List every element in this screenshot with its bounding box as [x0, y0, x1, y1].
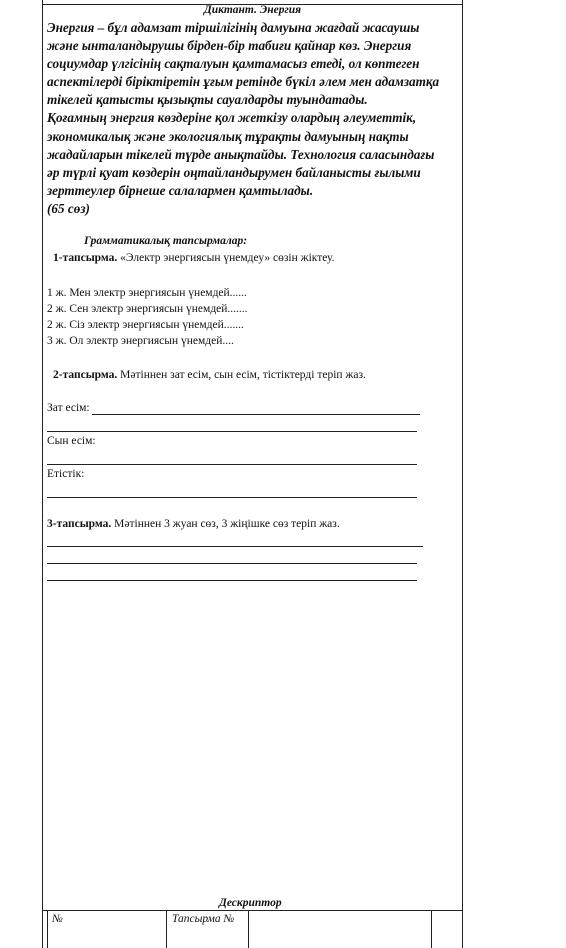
page-border-right	[462, 0, 463, 948]
dictation-line: әр түрлі қуат көздерін оңтайландырумен байланысты ғылыми	[47, 164, 421, 180]
conjugation-line: 3 ж. Ол электр энергиясын үнемдей....	[47, 335, 234, 347]
dictation-line: тікелей қатысты қызықты сауалдарды туындатады.	[47, 92, 368, 108]
dictation-text	[47, 19, 457, 218]
page-border-left	[42, 0, 43, 948]
table-header-number: №	[52, 913, 63, 925]
noun-field-label: Зат есім:	[47, 402, 90, 414]
verb-field-label: Етістік:	[47, 468, 85, 480]
task-3-answer-line[interactable]	[47, 563, 417, 564]
table-top-border	[42, 910, 463, 911]
dictation-line: зерттеулер бірнеше салалармен қамтылады.	[47, 182, 314, 198]
descriptor-heading: Дескриптор	[219, 897, 282, 909]
adjective-answer-line[interactable]	[47, 464, 417, 465]
conjugation-line: 2 ж. Сен электр энергиясын үнемдей.......	[47, 303, 248, 315]
noun-answer-line[interactable]	[92, 414, 420, 415]
adjective-field-label: Сын есім:	[47, 435, 96, 447]
grammar-tasks-heading: Грамматикалық тапсырмалар:	[84, 235, 248, 247]
word-count: (65 сөз)	[47, 200, 90, 216]
descriptor-table	[42, 910, 463, 948]
conjugation-line: 1 ж. Мен электр энергиясын үнемдей......	[47, 287, 247, 299]
dictation-line: аспектілерді біріктіретін ұғым ретінде бүкіл әлем мен адамзатқа	[47, 74, 440, 90]
task-1	[53, 252, 335, 264]
task-1-label: 1-тапсырма.	[53, 252, 118, 264]
task-3-label: 3-тапсырма.	[47, 518, 112, 530]
task-3-text: Мәтіннен 3 жуан сөз, 3 жіңішке сөз теріп жаз.	[111, 518, 340, 530]
task-3-answer-line[interactable]	[47, 580, 417, 581]
table-column-divider	[248, 910, 249, 948]
table-header-task-number: Тапсырма №	[172, 913, 235, 925]
task-1-text: «Электр энергиясын үнемдеу» сөзін жіктеу.	[117, 252, 335, 264]
document-title: Диктант. Энергия	[203, 4, 302, 16]
table-column-divider	[166, 910, 167, 948]
table-column-divider	[47, 910, 48, 948]
dictation-line: Энергия – бұл адамзат тіршілігінің дамуына жағдай жасаушы	[47, 20, 420, 35]
task-2-label: 2-тапсырма.	[53, 369, 118, 381]
verb-answer-line[interactable]	[47, 497, 417, 498]
dictation-line: Қоғамның энергия көздеріне қол жеткізу олардың әлеуметтік,	[47, 110, 417, 126]
dictation-line: социумдар үлгісінің сақталуын қамтамасыз етеді, ол көптеген	[47, 56, 420, 72]
task-2-text: Мәтіннен зат есім, сын есім, тістіктерді теріп жаз.	[117, 369, 366, 381]
task-3	[47, 518, 340, 530]
task-2	[53, 369, 366, 381]
table-column-divider	[431, 910, 432, 948]
dictation-line: экономикалық және экологиялық тұрақты дамуының нақты	[47, 128, 409, 144]
dictation-line: және ынталандырушы бірден-бір табиғи қайнар көз. Энергия	[47, 38, 412, 54]
noun-answer-line[interactable]	[47, 431, 417, 432]
dictation-line: жадайларын тікелей түрде анықтайды. Технология саласындағы	[47, 146, 435, 162]
conjugation-line: 2 ж. Сіз электр энергиясын үнемдей.......	[47, 319, 244, 331]
task-3-answer-line[interactable]	[47, 546, 423, 547]
